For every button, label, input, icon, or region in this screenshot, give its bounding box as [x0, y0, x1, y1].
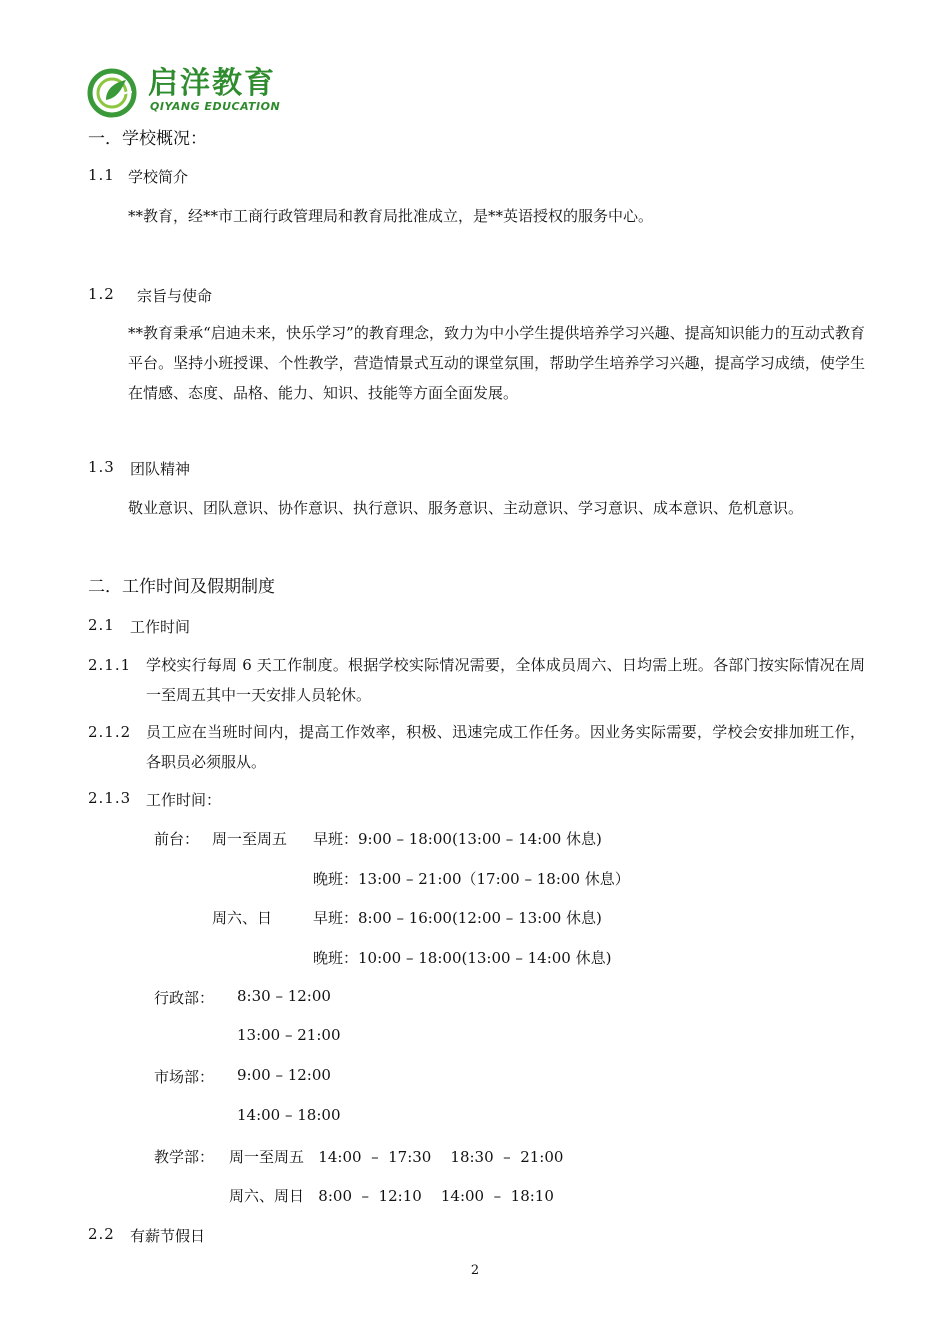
marketing-label: 市场部： [154, 1068, 215, 1086]
front-desk-weekend-evening: 晚班：10:00 – 18:00(13:00 – 14:00 休息) [313, 949, 612, 967]
admin-time2: 13:00 – 21:00 [237, 1026, 341, 1044]
s2-1-1-number: 2.1.1 [88, 656, 132, 674]
s2-1-number: 2.1 [88, 616, 115, 634]
s2-1-title: 工作时间 [130, 618, 191, 636]
logo-english-name: QIYANG EDUCATION [150, 100, 281, 113]
teaching-label: 教学部： [154, 1148, 215, 1166]
page-number: 2 [470, 1263, 480, 1278]
s1-3-text: 敬业意识、团队意识、协作意识、执行意识、服务意识、主动意识、学习意识、成本意识、危机意识。 [128, 499, 804, 517]
front-desk-weekday-label: 周一至周五 [212, 830, 288, 848]
marketing-time1: 9:00 – 12:00 [237, 1066, 331, 1084]
s2-1-3-number: 2.1.3 [88, 789, 132, 807]
company-logo [86, 66, 336, 120]
s2-1-1-text: 学校实行每周 6 天工作制度。根据学校实际情况需要，全体成员周六、日均需上班。各部门按实际情况在周一至周五其中一天安排人员轮休。 [146, 656, 865, 704]
logo-leaf-icon [86, 66, 142, 120]
s1-1-text: **教育，经**市工商行政管理局和教育局批准成立，是**英语授权的服务中心。 [128, 207, 654, 225]
s2-1-2-number: 2.1.2 [88, 723, 132, 741]
section1-title: 一．学校概况： [88, 129, 207, 149]
s1-2-number: 1.2 [88, 285, 115, 303]
s1-1-title: 学校简介 [128, 168, 189, 186]
s1-3-title: 团队精神 [130, 460, 191, 478]
s2-2-number: 2.2 [88, 1225, 115, 1243]
s2-2-title: 有薪节假日 [130, 1227, 206, 1245]
logo-chinese-name: 启洋教育 [148, 66, 276, 101]
s1-3-number: 1.3 [88, 458, 115, 476]
front-desk-weekend-label: 周六、日 [212, 909, 273, 927]
section2-title: 二．工作时间及假期制度 [88, 577, 275, 597]
s2-1-3-title: 工作时间： [146, 791, 222, 809]
s2-1-2-text: 员工应在当班时间内，提高工作效率，积极、迅速完成工作任务。因业务实际需要，学校会安排加班工作，各职员必须服从。 [146, 723, 865, 771]
s1-2-text: **教育秉承“启迪未来，快乐学习”的教育理念，致力为中小学生提供培养学习兴趣、提高知识能力的互动式教育平台。坚持小班授课、个性教学，营造情景式互动的课堂氛围，帮助学生培养学习兴趣，提高学习成绩，使学生在情感、态度、品格、能力、知识、技能等方面全面发展。 [128, 324, 865, 402]
s1-2-title: 宗旨与使命 [137, 287, 213, 305]
teaching-weekday: 周一至周五 14:00 – 17:30 18:30 – 21:00 [229, 1148, 564, 1166]
s1-1-number: 1.1 [88, 166, 115, 184]
marketing-time2: 14:00 – 18:00 [237, 1106, 341, 1124]
teaching-weekend: 周六、周日 8:00 – 12:10 14:00 – 18:10 [229, 1187, 554, 1205]
front-desk-label: 前台： [154, 830, 200, 848]
admin-label: 行政部： [154, 989, 215, 1007]
front-desk-weekday-morning: 早班：9:00 – 18:00(13:00 – 14:00 休息) [313, 830, 602, 848]
front-desk-weekday-evening: 晚班：13:00 – 21:00（17:00 – 18:00 休息） [313, 870, 630, 888]
front-desk-weekend-morning: 早班：8:00 – 16:00(12:00 – 13:00 休息) [313, 909, 602, 927]
admin-time1: 8:30 – 12:00 [237, 987, 331, 1005]
